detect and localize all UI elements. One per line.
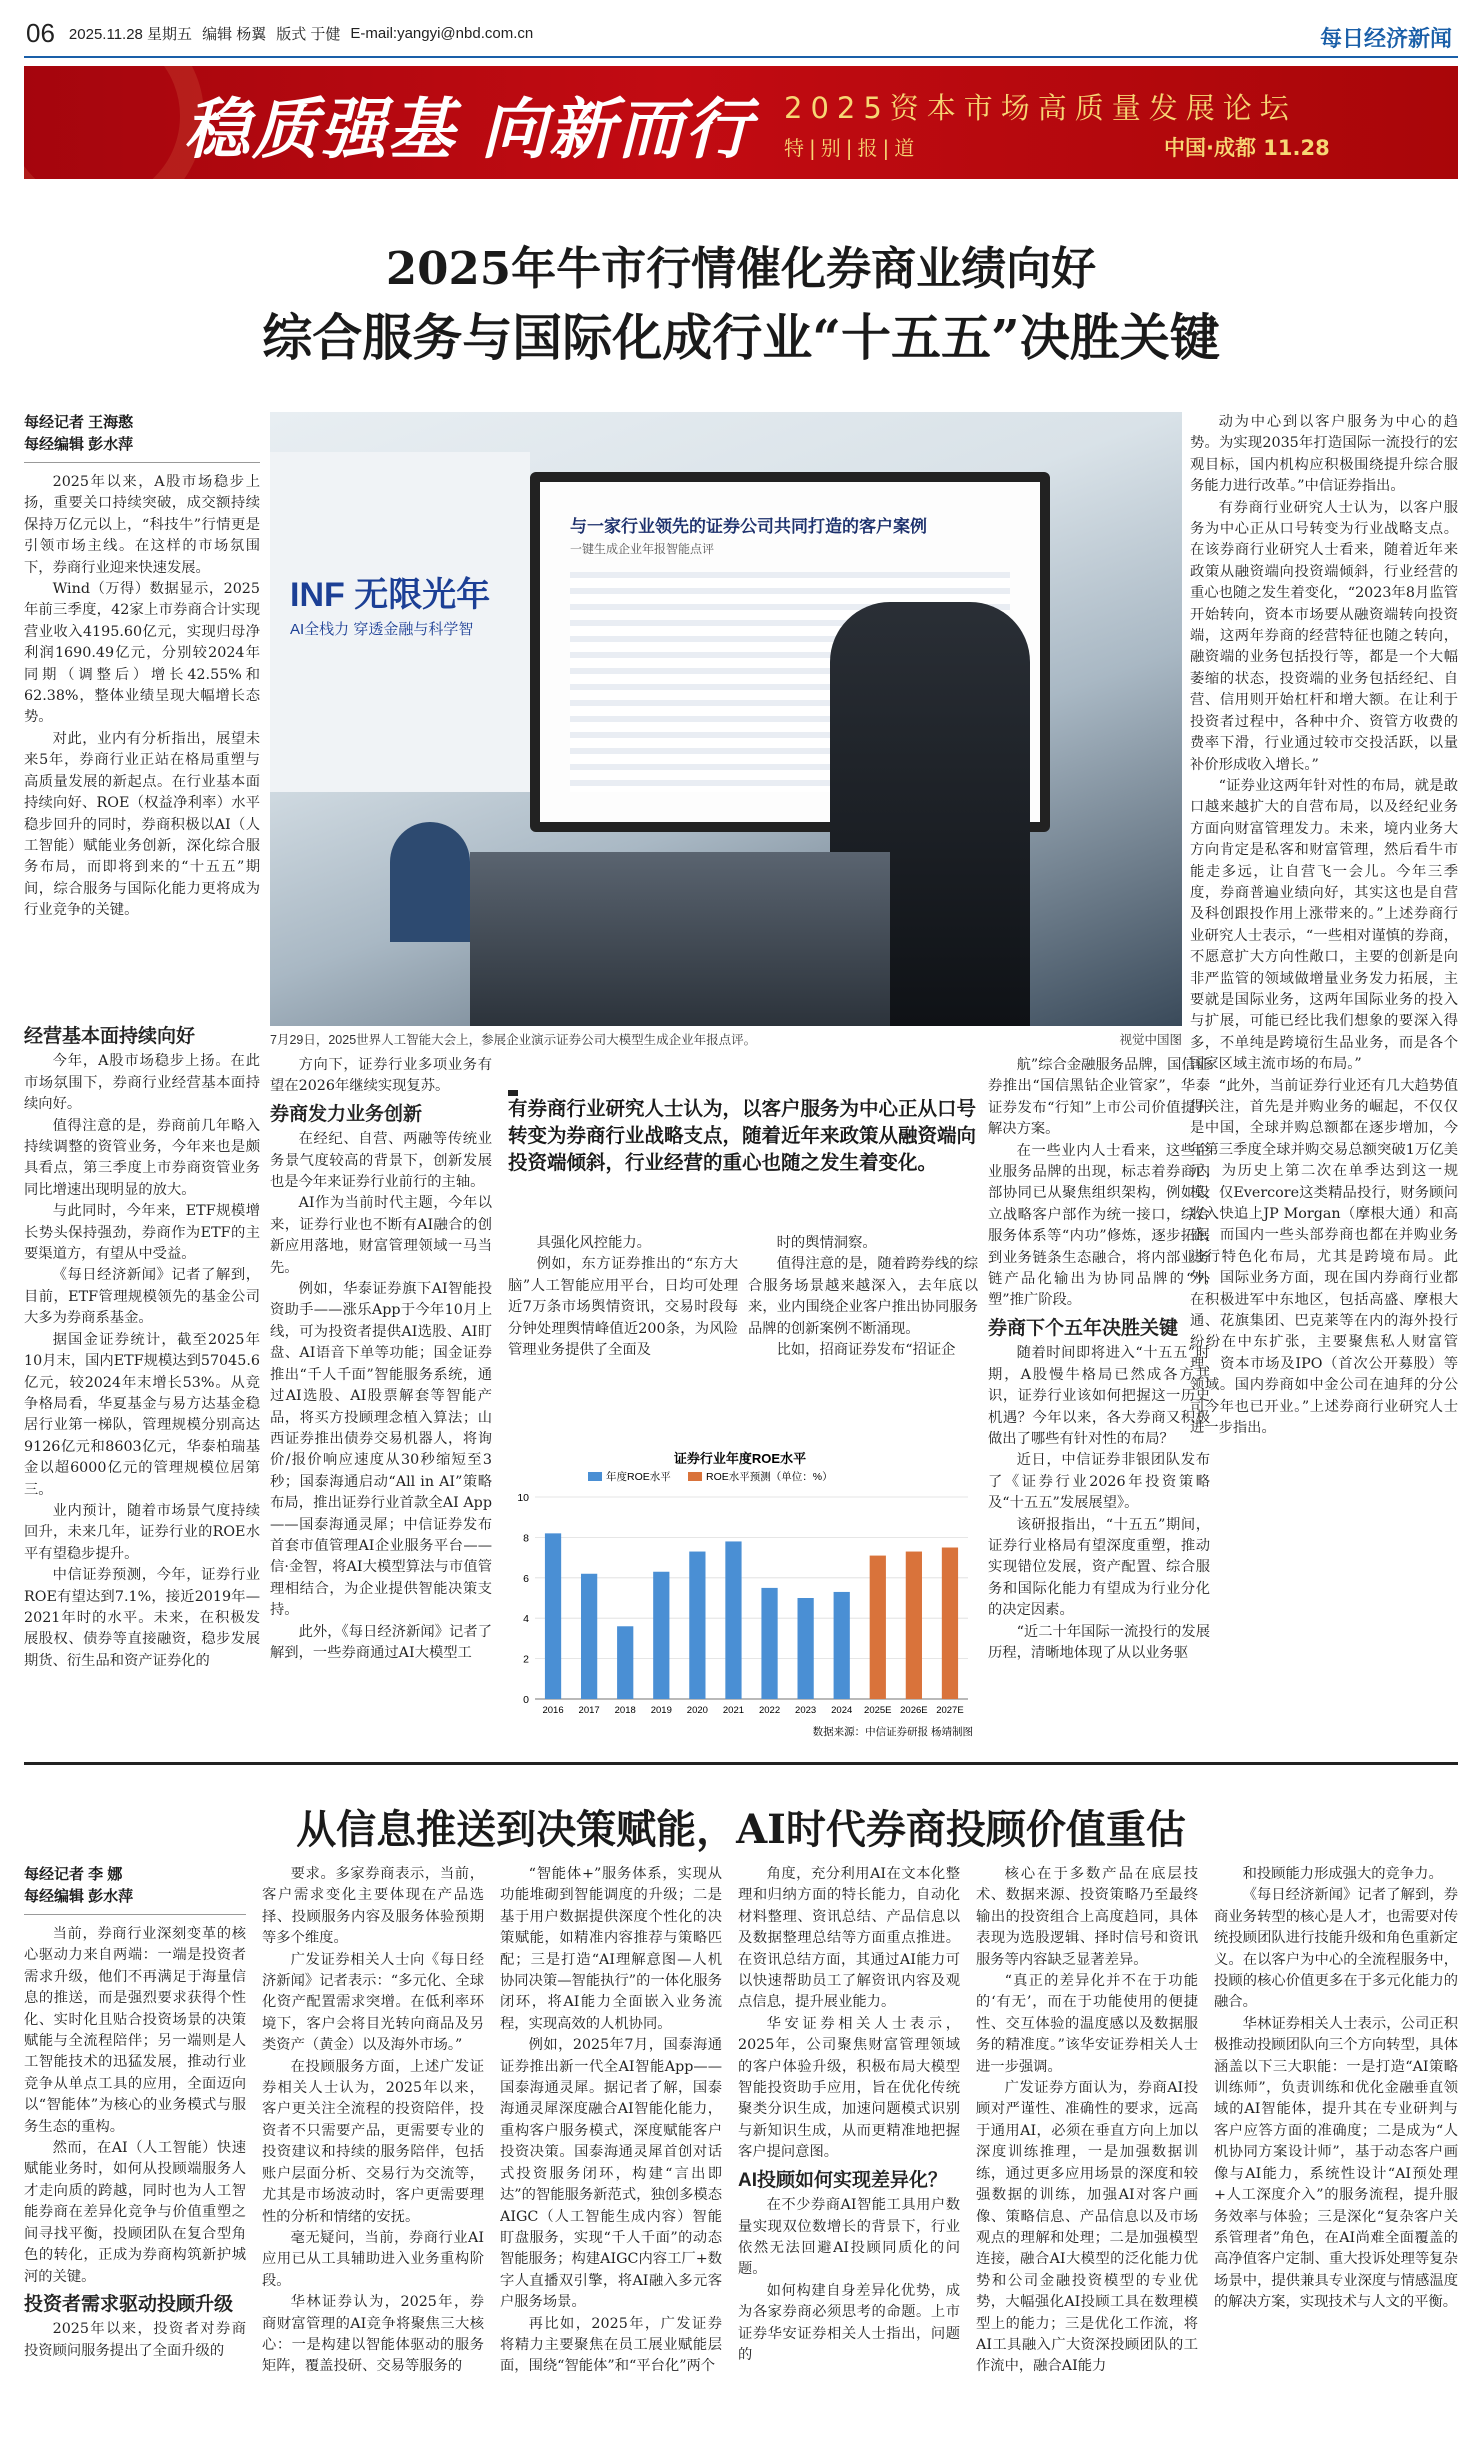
banner-title: 稳质强基 向新而行 (184, 90, 753, 168)
paragraph: 动为中心到以客户服务为中心的趋势。为实现2035年打造国际一流投行的宏观目标，国内机构应积极围绕提升综合服务能力进行改革。”中信证券指出。 (1190, 414, 1458, 495)
article2-byline (24, 1864, 133, 1908)
article1-title-line2: 综合服务与国际化成行业“十五五”决胜关键 (262, 308, 1220, 367)
photo-credit: 视觉中国图 (1119, 1033, 1182, 1047)
paragraph: 在不少券商AI智能工具用户数量实现双位数增长的背景下，行业依然无法回避AI投顾同质化的问题。 (738, 2197, 960, 2278)
paragraph: 在经纪、自营、两融等传统业务景气度较高的背景下，创新发展也是今年来证券行业前行的主轴。 (270, 1131, 492, 1191)
x-tick-label: 2017 (578, 1705, 600, 1716)
paragraph: 中信证券预测，今年，证券行业ROE有望达到7.1%，接近2019年—2021年时的水平。未来，在积极发展股权、债券等直接融资，稳步发展期货、衍生品和资产证券化的 (24, 1567, 260, 1669)
paragraph: “此外，当前证券行业还有几大趋势值得关注，首先是并购业务的崛起，不仅仅是中国，全球并购总额都在逐步增加，今年第三季度全球并购交易总额突破1万亿美元，为历史上第二次在单季达到这一规模，仅Evercore这类精品投行，财务顾问收入快追上JP Morgan（摩根大通）和高盛，而国内一些头部券商也都在并购业务进行特色化布局，尤其是跨境布局。此外，国际业务方面，现在国内券商行业都在积极进军中东地区，包括高盛、摩根大通、花旗集团、巴克莱等在内的海外投行纷纷在中东扩张，主要聚焦私人财富管理、资本市场及IPO（首次公开募股）等领域。国内券商如中金公司在迪拜的分公司今年也已开业。”上述券商行业研究人士进一步指出。 (1190, 1077, 1458, 1437)
paragraph: “近二十年国际一流投行的发展历程，清晰地体现了从以业务驱 (988, 1623, 1210, 1661)
paragraph: 值得注意的是，券商前几年略入持续调整的资管业务，今年来也是颇具看点，第三季度上市券商资管业务同比增速出现明显的放大。 (24, 1117, 260, 1198)
paragraph: 方向下，证券行业多项业务有望在2026年继续实现复苏。 (270, 1057, 492, 1095)
photo-caption-row (270, 1030, 1182, 1048)
article1-col3 (508, 1233, 738, 1438)
paragraph: 如何构建自身差异化优势，成为各家券商必须思考的命题。上市证券华安证券相关人士指出，问题的 (738, 2282, 960, 2363)
x-tick-label: 2016 (542, 1705, 564, 1716)
paragraph: 有券商行业研究人士认为，以客户服务为中心正从口号转变为行业战略支点。在该券商行业研究人士看来，随着近年来政策从融资端向投资端倾斜，行业经营的重心也随之发生着变化，“2023年8月监管开始转向，资本市场要从融资端转向投资端，这两年券商的经营特征也随之转向，融资端的业务包括投行等，都是一个大幅萎缩的状态，投资端的业务包括经纪、自营、信用则开始杠杆和增大额。在让利于投资者过程中，各种中介、资管方收费的费率下滑，行业通过较市交投活跃，以量补价形成收入增长。” (1190, 499, 1458, 773)
article1-col6 (1190, 412, 1458, 1755)
paragraph: 角度，充分利用AI在文本化整理和归纳方面的特长能力，自动化材料整理、资讯总结、产品信息以及数据整理总结等方面重点推进。在资讯总结方面，其通过AI能力可以快速帮助员工了解资讯内容及观点信息，提升展业能力。 (738, 1866, 960, 2011)
paragraph: Wind（万得）数据显示，2025年前三季度，42家上市券商合计实现营业收入4195.60亿元，实现归母净利润1690.49亿元，分别较2024年同期（调整后）增长42.55%和62.38%，整体业绩呈现大幅增长态势。 (24, 581, 260, 726)
photo-caption: 7月29日，2025世界人工智能大会上，参展企业演示证券公司大模型生成企业年报点评。 (270, 1033, 757, 1047)
paragraph: 和投顾能力形成强大的竞争力。 (1242, 1866, 1443, 1882)
article1-col4 (748, 1233, 978, 1438)
legend-label-actual: 年度ROE水平 (606, 1471, 671, 1483)
roe-bar-chart (503, 1447, 978, 1739)
paragraph: 《每日经济新闻》记者了解到，券商业务转型的核心是人才，也需要对传统投顾团队进行技能升级和角色重新定义。在以客户为中心的全流程服务中，投顾的核心价值更多在于多元化能力的融合。 (1214, 1887, 1458, 2011)
paragraph: 该研报指出，“十五五”期间，证券行业格局有望深度重塑，推动实现错位发展，资产配置、综合服务和国际化能力有望成为行业分化的决定因素。 (988, 1516, 1210, 1619)
legend-label-forecast: ROE水平预测（单位：%） (706, 1471, 833, 1483)
article2-colA (24, 1924, 246, 2430)
photo-desk (470, 852, 890, 1026)
paragraph: 广发证券相关人士向《每日经济新闻》记者表示：“多元化、全球化资产配置需求突增。在低利率环境下，客户会将目光转向商品及另类资产（黄金）以及海外市场。” (262, 1951, 484, 2054)
article1-byline (24, 412, 133, 456)
x-tick-label: 2027E (936, 1705, 964, 1716)
bar-2024 (834, 1592, 850, 1699)
y-tick-label: 8 (523, 1532, 529, 1545)
paragraph: 要求。多家券商表示，当前，客户需求变化主要体现在产品选择、投顾服务内容及服务体验预期等多个维度。 (262, 1866, 484, 1947)
article2-colF (1214, 1864, 1458, 2430)
x-tick-label: 2025E (864, 1705, 892, 1716)
bar-2020 (689, 1552, 705, 1699)
paragraph: 与此同时，今年来，ETF规模增长势头保持强劲，券商作为ETF的主要渠道方，有望从中受益。 (24, 1203, 260, 1263)
photo-screen-title: 与一家行业领先的证券公司共同打造的客户案例 (570, 517, 927, 536)
paragraph: 近日，中信证券非银团队发布了《证券行业2026年投资策略及“十五五”发展展望》。 (988, 1452, 1210, 1512)
article2-reporter: 每经记者 李 娜 (24, 1866, 123, 1883)
paragraph: 华安证券相关人士表示，2025年，公司聚焦财富管理领域的客户体验升级，积极布局大模型智能投资助手应用，旨在优化传统聚类分识生成，加速问题模式识别与新知识生成，从而更精准地把握客户提问意图。 (738, 2015, 960, 2161)
paragraph: 对此，业内有分析指出，展望未来5年，券商行业正站在格局重塑与高质量发展的新起点。在行业基本面持续向好、ROE（权益净利率）水平稳步回升的同时，券商积极以AI（人工智能）赋能业务创新，深化综合服务布局，而即将到来的“十五五”期间，综合服务与国际化能力更将成为行业竞争的关键。 (24, 730, 260, 919)
paragraph: 业内预计，随着市场景气度持续回升，未来几年，证券行业的ROE水平有望稳步提升。 (24, 1502, 260, 1562)
legend-swatch-forecast (688, 1472, 702, 1481)
paragraph: 在投顾服务方面，上述广发证券相关人士认为，2025年以来，客户更关注全流程的投资陪伴，投资者不只需要产品，更需要专业的投资建议和持续的服务陪伴，包括账户层面分析、交易行为交流等，尤其是市场波动时，客户更需要理性的分析和情绪的安抚。 (262, 2058, 484, 2225)
page-number: 06 (26, 18, 55, 48)
article1-editor: 每经编辑 彭水萍 (24, 436, 134, 453)
paragraph: 此外，《每日经济新闻》记者了解到，一些券商通过AI大模型工 (270, 1623, 492, 1661)
article2-colE (976, 1864, 1198, 2430)
paragraph: 2025年以来，投资者对券商投资顾问服务提出了全面升级的 (24, 2321, 246, 2359)
byline2-rule (24, 1914, 246, 1915)
photo-left-panel (270, 452, 530, 792)
paragraph: 毫无疑问，当前，券商行业AI应用已从工具辅助进入业务重构阶段。 (262, 2229, 484, 2289)
banner-special-report: 特|别|报|道 (784, 136, 920, 160)
paragraph: 今年，A股市场稳步上扬。在此市场氛围下，券商行业经营基本面持续向好。 (24, 1053, 260, 1113)
photo-screen-subtitle: 一键生成企业年报智能点评 (570, 542, 715, 556)
page-header (26, 18, 533, 49)
pull-quote: 有券商行业研究人士认为，以客户服务为中心正从口号转变为券商行业战略支点，随着近年来政策从融资端向投资端倾斜，行业经营的重心也随之发生着变化。 (508, 1098, 977, 1174)
article1-col1b (24, 1020, 260, 1755)
bar-2017 (581, 1574, 597, 1699)
paragraph: 华林证券认为，2025年，券商财富管理的AI竞争将聚焦三大核心：一是构建以智能体驱动的服务矩阵，覆盖投研、交易等服务的 (262, 2294, 484, 2375)
header-editor: 编辑 杨翼 (202, 26, 267, 43)
chart-plot-area (517, 1492, 968, 1716)
paragraph: “真正的差异化并不在于功能的‘有无’，而在于功能使用的便捷性、交互体验的温度感以及数据服务的精准度。”该华安证券相关人士进一步强调。 (976, 1973, 1198, 2075)
legend-swatch-actual (588, 1472, 602, 1481)
article1-col1 (24, 472, 260, 994)
x-tick-label: 2024 (831, 1705, 853, 1716)
paragraph: 例如，东方证券推出的“东方大脑”人工智能应用平台，日均可处理近7万条市场舆情资讯，交易时段每分钟处理舆情峰值近200条，为风险管理业务提供了全面及 (508, 1256, 738, 1359)
paragraph: 然而，在AI（人工智能）快速赋能业务时，如何从投顾端服务人才走向质的跨越，同时也为人工智能券商在差异化竞争与价值重塑之间寻找平衡，投顾团队在复合型角色的转化，正成为券商构筑新护城河的关键。 (24, 2140, 246, 2285)
article2-colB (262, 1864, 484, 2430)
article2-colD (738, 1864, 960, 2430)
paragraph: 航”综合金融服务品牌，国信证券推出“国信黑钻企业管家”，华泰证券发布“行知”上市公司价值提升解决方案。 (988, 1057, 1210, 1138)
bar-2016 (545, 1533, 561, 1699)
y-tick-label: 6 (523, 1572, 529, 1585)
paragraph: “智能体+”服务体系，实现从功能堆砌到智能调度的升级；二是基于用户数据提供深度个性化的决策赋能，如精准内容推荐与策略匹配；三是打造“AI理解意图—人机协同决策—智能执行”的一体化服务闭环，将AI能力全面嵌入业务流程，实现高效的人机协同。 (500, 1866, 722, 2032)
byline-rule (24, 462, 260, 463)
article1-reporter: 每经记者 王海憨 (24, 414, 134, 431)
article1-title-line1: 2025年牛市行情催化券商业绩向好 (385, 242, 1097, 295)
y-tick-label: 2 (523, 1653, 529, 1666)
paragraph: “证券业这两年针对性的布局，就是敢口越来越扩大的自营布局，以及经纪业务方面向财富管理发力。未来，境内业务大方向肯定是私客和财富管理，然后看牛市能走多远，让自营飞一会儿。今年三季度，券商普遍业绩向好，其实这也是自营及科创跟投作用上涨带来的。”上述券商行业研究人士表示，“一些相对谨慎的券商，不愿意扩大方向性敞口，主要的创新是向非严监管的领域做增量业务发力拓展，主要就是国际业务，这两年国际业务的投入与扩展，可能已经比我们想象的要深入得多，不单纯是跨境衍生品业务，而是各个国家区域主流市场的布局。” (1190, 777, 1458, 1073)
subhead-investor-demand: 投资者需求驱动投顾升级 (24, 2293, 234, 2315)
paragraph: 时的舆情洞察。 (776, 1235, 877, 1251)
bar-2023 (798, 1598, 814, 1699)
banner-location: 中国·成都 11.28 (1164, 136, 1330, 160)
photo-visitor (390, 822, 470, 942)
news-photo (270, 412, 1182, 1026)
article2-colC (500, 1864, 722, 2430)
paragraph: AI作为当前时代主题，今年以来，证券行业也不断有AI融合的创新应用落地，财富管理领域一马当先。 (270, 1195, 492, 1276)
paragraph: 华林证券相关人士表示，公司正积极推动投顾团队向三个方向转型，具体涵盖以下三大职能：一是打造“AI策略训练师”，负责训练和优化金融垂直领域的AI智能体，提升其在专业研判与客户应答方面的准确度；二是成为“人机协同方案设计师”，基于动态客户画像与AI能力，系统性设计“AI预处理+人工深度介入”的服务流程，提升服务效率与体验；三是深化“复杂客户关系管理者”角色，在AI尚难全面覆盖的高净值客户定制、重大投诉处理等复杂场景中，提供兼具专业深度与情感温度的解决方案，实现技术与人文的平衡。 (1214, 2015, 1458, 2311)
paragraph: 具强化风控能力。 (536, 1235, 651, 1251)
paragraph: 在一些业内人士看来，这些企业服务品牌的出现，标志着券商内部协同已从聚焦组织架构，例如设立战略客户部作为统一接口，综合服务体系等“内功”修炼，逐步拓展到业务链条生态融合，将内部业务链产品化输出为协同品牌的“外塑”推广阶段。 (988, 1142, 1210, 1309)
subhead-fundamentals: 经营基本面持续向好 (24, 1026, 196, 1047)
article2-title: 从信息推送到决策赋能，AI时代券商投顾价值重估 (296, 1806, 1186, 1853)
paragraph: 再比如，2025年，广发证券将精力主要聚焦在员工展业赋能层面，围绕“智能体”和“平台化”两个 (500, 2315, 722, 2375)
article1-col2 (270, 1055, 492, 1755)
header-layout: 版式 于健 (276, 26, 341, 43)
newspaper-name: 每日经济新闻 (1319, 26, 1452, 51)
photo-logo-sign: INF 无限光年 (290, 576, 491, 614)
article2-editor: 每经编辑 彭水萍 (24, 1888, 134, 1905)
header-email[interactable]: E-mail:yangyi@nbd.com.cn (350, 25, 534, 42)
article1-col5 (988, 1055, 1210, 1755)
bar-2026E (906, 1552, 922, 1699)
paragraph: 《每日经济新闻》记者了解到，目前，ETF管理规模领先的基金公司大多为券商系基金。 (24, 1267, 260, 1327)
bar-2018 (617, 1626, 633, 1699)
forum-banner (24, 66, 1458, 179)
section-divider (24, 1762, 1458, 1765)
bar-2019 (653, 1572, 669, 1699)
subhead-innovation: 券商发力业务创新 (270, 1103, 423, 1125)
y-tick-label: 4 (523, 1613, 529, 1626)
subhead-ai-differentiation: AI投顾如何实现差异化？ (738, 2169, 948, 2191)
banner-decoration (24, 66, 204, 179)
paragraph: 值得注意的是，随着跨券线的综合服务场景越来越深入，去年底以来，业内围绕企业客户推出协同服务品牌的创新案例不断涌现。 (748, 1256, 978, 1337)
x-tick-label: 2021 (722, 1705, 745, 1716)
paragraph: 例如，2025年7月，国泰海通证券推出新一代全AI智能App——国泰海通灵犀。据记者了解，国泰海通灵犀深度融合AI智能化能力，重构客户服务模式，深度赋能客户投资决策。国泰海通灵犀首创对话式投资服务闭环，构建“言出即达”的智能服务新范式，独创多模态AIGC（人工智能生成内容）智能盯盘服务，实现“千人千面”的动态智能服务；构建AIGC内容工厂+数字人直播双引擎，将AI融入多元客户服务场景。 (500, 2037, 722, 2311)
x-tick-label: 2018 (614, 1705, 636, 1716)
paragraph: 比如，招商证券发布“招证企 (776, 1342, 956, 1359)
chart-source: 数据来源：中信证券研报 杨靖制图 (812, 1726, 973, 1738)
bar-2027E (942, 1548, 958, 1700)
x-tick-label: 2019 (650, 1705, 672, 1716)
paragraph: 据国金证券统计，截至2025年10月末，国内ETF规模达到57045.6亿元，较2024年末增长53%。从竞争格局看，华夏基金与易方达基金稳居行业第一梯队，管理规模分别高达9126亿元和8603亿元，华泰柏瑞基金以超6000亿元的管理规模位居第三。 (24, 1331, 260, 1498)
x-tick-label: 2022 (758, 1705, 781, 1716)
photo-slogan: AI全栈力 穿透金融与科学智 (290, 621, 474, 638)
x-tick-label: 2026E (900, 1705, 928, 1716)
paragraph: 2025年以来，A股市场稳步上扬，重要关口持续突破，成交额持续保持万亿元以上，“科技牛”行情更是引领市场主线。在这样的市场氛围下，券商行业迎来快速发展。 (24, 474, 260, 576)
y-tick-label: 10 (517, 1492, 529, 1504)
bar-2022 (761, 1588, 777, 1699)
bar-2025E (870, 1556, 886, 1699)
paragraph: 当前，券商行业深刻变革的核心驱动力来自两端：一端是投资者需求升级，他们不再满足于海量信息的推送，而是强烈要求获得个性化、实时化且贴合投资场景的决策赋能与全流程陪伴；另一端则是人工智能技术的迅猛发展，推动行业竞争从单点工具的应用，全面迈向以“智能体”为核心的业务模式与服务生态的重构。 (24, 1926, 246, 2135)
x-tick-label: 2023 (795, 1705, 817, 1716)
x-tick-label: 2020 (686, 1705, 708, 1716)
y-tick-label: 0 (523, 1694, 529, 1706)
paragraph: 例如，华泰证券旗下AI智能投资助手——涨乐App于今年10月上线，可为投资者提供AI选股、AI盯盘、AI语音下单等功能；国金证券推出“千人千面”智能服务系统，通过AI选股、AI股票解套等智能产品，将买方投顾理念植入算法；山西证券推出债券交易机器人，将询价/报价响应速度从30秒缩短至3秒；国泰海通启动“All in AI”策略布局，推出证券行业首款全AI App——国泰海通灵犀；中信证券发布首套市值管理AI企业服务平台——信·金智，将AI大模型算法与市值管理相结合，为企业提供智能决策支持。 (270, 1281, 492, 1619)
header-rule (24, 56, 1458, 58)
paragraph: 随着时间即将进入“十五五”时期，A股慢牛格局已然成各方共识，证券行业该如何把握这一历史机遇？今年以来，各大券商又积极做出了哪些有针对性的布局？ (988, 1345, 1210, 1447)
chart-title: 证券行业年度ROE水平 (673, 1451, 807, 1466)
paragraph: 广发证券方面认为，券商AI投顾对严谨性、准确性的要求，远高于通用AI，必须在垂直方向上加以深度训练推理，一是加强数据训练，通过更多应用场景的深度和较强数据的训练，加强AI对客户画像、策略信息、产品信息以及市场观点的理解和处理；二是加强模型连接，融合AI大模型的泛化能力优势和公司金融投资模型的专业优势，大幅强化AI投顾工具在数理模型上的能力；三是优化工作流，将AI工具融入广大资深投顾团队的工作流中，融合AI能力 (976, 2080, 1198, 2375)
issue-date: 2025.11.28 星期五 (68, 26, 193, 43)
subhead-five-year: 券商下个五年决胜关键 (988, 1317, 1179, 1339)
paragraph: 核心在于多数产品在底层技术、数据来源、投资策略乃至最终输出的投资组合上高度趋同，具体表现为选股逻辑、择时信号和资讯服务等内容缺乏显著差异。 (976, 1866, 1198, 1968)
bar-2021 (725, 1541, 741, 1699)
banner-subtitle: 2025资本市场高质量发展论坛 (784, 91, 1297, 125)
